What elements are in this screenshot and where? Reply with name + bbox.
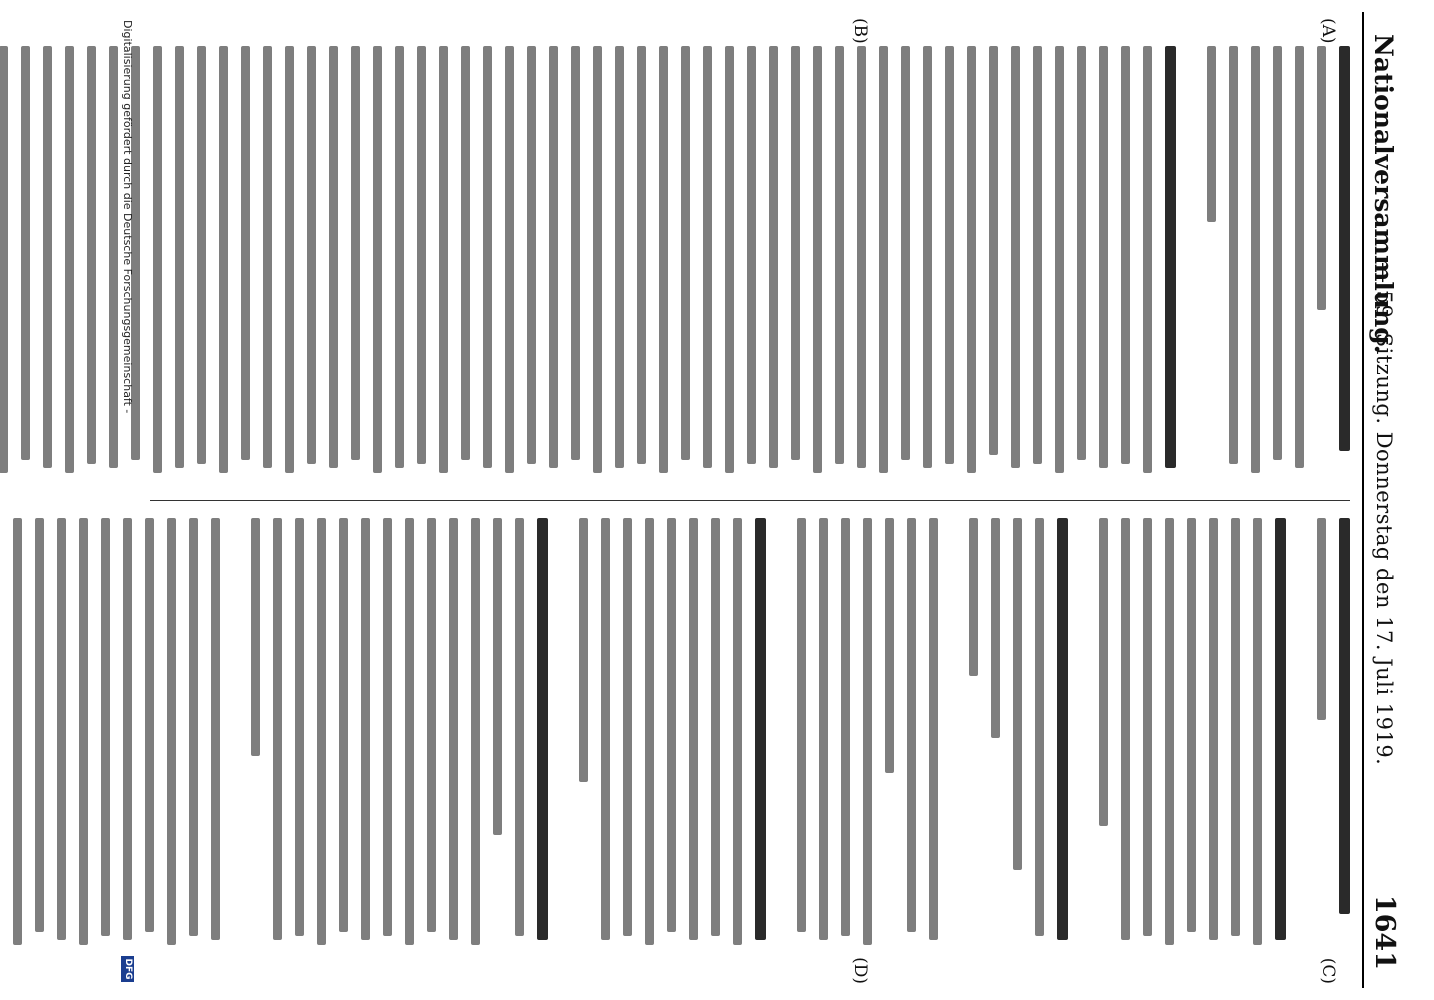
- text-line: [901, 46, 910, 460]
- text-line: [967, 46, 976, 473]
- text-line: [317, 518, 326, 945]
- page-number: 1641: [1369, 894, 1400, 970]
- text-line: [1317, 46, 1326, 310]
- paragraph-gap: [1286, 518, 1304, 958]
- text-line: [797, 518, 806, 932]
- text-line: [273, 518, 282, 940]
- margin-marker-a: (A): [1318, 18, 1338, 44]
- paragraph-gap: [220, 518, 238, 958]
- text-line: [885, 518, 894, 773]
- text-line: [857, 46, 866, 468]
- text-line: [579, 518, 588, 782]
- text-line: [175, 46, 184, 468]
- margin-marker-b: (B): [850, 18, 870, 44]
- text-line: [681, 46, 690, 460]
- text-line: [703, 46, 712, 468]
- text-line: [907, 518, 916, 932]
- text-line: [769, 46, 778, 468]
- text-line: [1187, 518, 1196, 932]
- text-line: [1165, 46, 1176, 468]
- text-line: [167, 518, 176, 945]
- text-line: [1143, 518, 1152, 936]
- text-line: [549, 46, 558, 468]
- text-line: [929, 518, 938, 940]
- paragraph-gap: [1176, 46, 1194, 486]
- text-line: [1231, 518, 1240, 936]
- text-line: [461, 46, 470, 460]
- text-line: [755, 518, 766, 940]
- margin-marker-d: (D): [850, 957, 870, 984]
- text-line: [295, 518, 304, 936]
- text-line: [879, 46, 888, 473]
- text-line: [241, 46, 250, 460]
- text-line: [991, 518, 1000, 738]
- text-line: [219, 46, 228, 473]
- text-line: [1011, 46, 1020, 468]
- text-line: [819, 518, 828, 940]
- text-line: [601, 518, 610, 940]
- text-line: [1295, 46, 1304, 468]
- text-line: [1207, 46, 1216, 222]
- text-line: [923, 46, 932, 468]
- text-line: [361, 518, 370, 940]
- text-line: [1209, 518, 1218, 940]
- text-line: [813, 46, 822, 473]
- text-line: [1099, 518, 1108, 826]
- margin-marker-c: (C): [1318, 957, 1338, 984]
- text-line: [197, 46, 206, 464]
- text-line: [101, 518, 110, 936]
- left-column: [150, 46, 1350, 486]
- running-header: [1362, 12, 1404, 988]
- text-line: [1165, 518, 1174, 945]
- right-column: [150, 518, 1350, 958]
- text-line: [449, 518, 458, 940]
- text-line: [835, 46, 844, 464]
- text-line: [527, 46, 536, 464]
- text-line: [87, 46, 96, 464]
- text-line: [945, 46, 954, 464]
- text-line: [405, 518, 414, 945]
- text-line: [35, 518, 44, 932]
- text-line: [79, 518, 88, 945]
- text-line: [211, 518, 220, 940]
- text-line: [711, 518, 720, 936]
- paragraph-gap: [938, 518, 956, 958]
- text-line: [863, 518, 872, 945]
- text-line: [571, 46, 580, 460]
- text-line: [1121, 46, 1130, 464]
- paragraph-gap: [548, 518, 566, 958]
- document-title: Nationalversammlung.: [1369, 34, 1398, 354]
- text-line: [1035, 518, 1044, 936]
- column-divider: [150, 500, 1350, 501]
- text-line: [841, 518, 850, 936]
- text-line: [383, 518, 392, 936]
- text-line: [145, 518, 154, 932]
- text-line: [1121, 518, 1130, 940]
- text-line: [1013, 518, 1022, 870]
- text-line: [1275, 518, 1286, 940]
- text-line: [427, 518, 436, 932]
- digitization-footer: [114, 12, 134, 988]
- text-line: [339, 518, 348, 932]
- text-line: [667, 518, 676, 932]
- session-line: — 59. Sitzung. Donnerstag den 17. Juli 1919.: [1372, 262, 1396, 766]
- text-line: [351, 46, 360, 460]
- text-line: [43, 46, 52, 468]
- document-page: [110, 12, 1410, 988]
- text-line: [307, 46, 316, 464]
- text-line: [21, 46, 30, 460]
- text-line: [1099, 46, 1108, 468]
- paragraph-gap: [1068, 518, 1086, 958]
- text-line: [1033, 46, 1042, 464]
- text-line: [251, 518, 260, 756]
- text-line: [417, 46, 426, 464]
- paragraph-gap: [766, 518, 784, 958]
- text-line: [1143, 46, 1152, 473]
- text-line: [623, 518, 632, 936]
- text-line: [65, 46, 74, 473]
- text-line: [153, 46, 162, 473]
- text-line: [505, 46, 514, 473]
- footer-text: Digitalisierung gefördert durch die Deutsche Forschungsgemeinschaft -: [121, 20, 134, 414]
- text-line: [747, 46, 756, 464]
- text-line: [373, 46, 382, 473]
- text-line: [493, 518, 502, 835]
- text-line: [733, 518, 742, 945]
- text-line: [13, 518, 22, 945]
- text-line: [515, 518, 524, 936]
- text-line: [1273, 46, 1282, 460]
- text-line: [1229, 46, 1238, 464]
- text-line: [1251, 46, 1260, 473]
- text-line: [659, 46, 668, 473]
- text-line: [1253, 518, 1262, 945]
- text-line: [593, 46, 602, 473]
- dfg-logo: DFG: [121, 956, 134, 982]
- text-line: [439, 46, 448, 473]
- text-line: [0, 46, 8, 473]
- text-line: [471, 518, 480, 945]
- text-line: [1339, 518, 1350, 914]
- text-line: [189, 518, 198, 936]
- text-line: [1077, 46, 1086, 460]
- text-line: [263, 46, 272, 468]
- text-line: [989, 46, 998, 455]
- text-line: [285, 46, 294, 473]
- text-line: [725, 46, 734, 473]
- text-line: [537, 518, 548, 940]
- text-line: [57, 518, 66, 940]
- text-line: [645, 518, 654, 945]
- text-line: [969, 518, 978, 676]
- text-line: [1317, 518, 1326, 720]
- text-line: [637, 46, 646, 464]
- text-line: [329, 46, 338, 468]
- text-line: [791, 46, 800, 460]
- text-line: [615, 46, 624, 468]
- text-line: [689, 518, 698, 940]
- text-line: [1057, 518, 1068, 940]
- text-line: [483, 46, 492, 468]
- text-line: [1339, 46, 1350, 451]
- text-line: [395, 46, 404, 468]
- text-line: [1055, 46, 1064, 473]
